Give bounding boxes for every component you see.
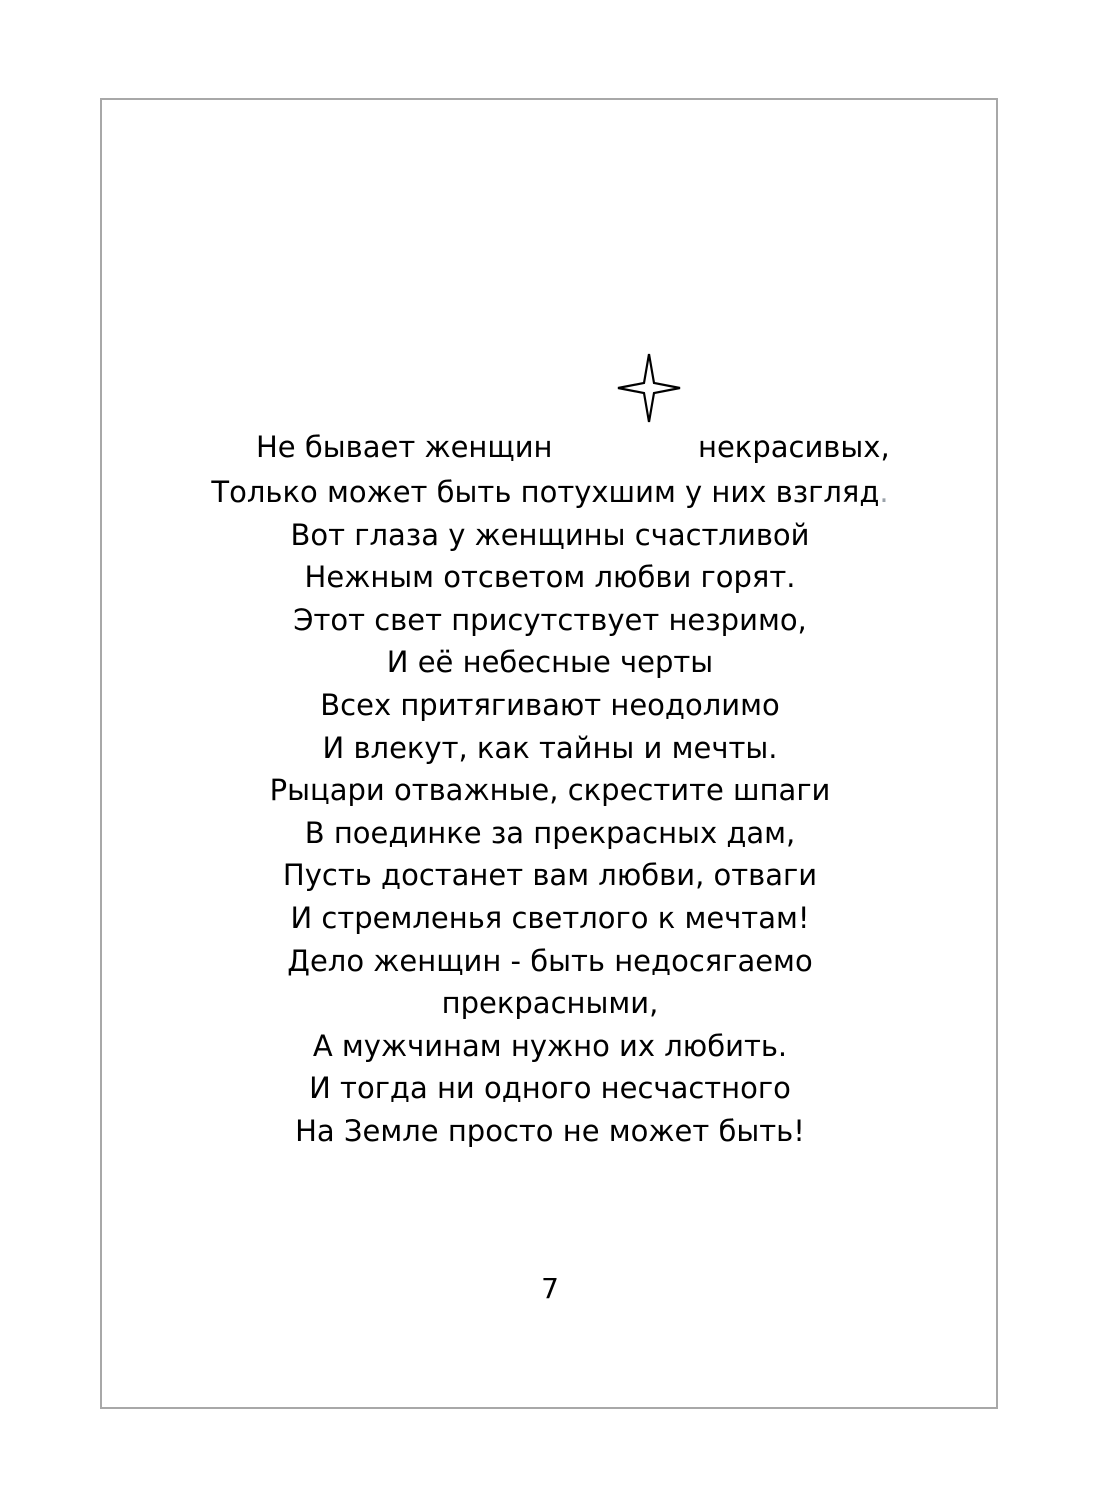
poem-line-2-text: Только может быть потухшим у них взгляд <box>211 475 880 509</box>
poem-line: А мужчинам нужно их любить. <box>312 1028 788 1063</box>
poem-line: Всех притягивают неодолимо <box>320 687 780 722</box>
poem-line: прекрасными, <box>441 986 659 1021</box>
poem-line-1-right: некрасивых, <box>698 430 890 464</box>
poem-line-1 <box>0 426 1100 468</box>
poem-line-2 <box>0 471 1100 514</box>
poem-line-1-left: Не бывает женщин <box>256 430 553 464</box>
poem-line: Этот свет присутствует незримо, <box>293 602 807 637</box>
poem-line: И тогда ни одного несчастного <box>309 1071 791 1106</box>
poem-line: В поединке за прекрасных дам, <box>304 815 796 850</box>
poem-line: Пусть достанет вам любви, отваги <box>282 858 818 893</box>
poem-line: И влекут, как тайны и мечты. <box>322 730 778 765</box>
poem-line: Рыцари отважные, скрестите шпаги <box>269 773 831 808</box>
page-number: 7 <box>541 1272 559 1305</box>
poem-line: Дело женщин - быть недосягаемо <box>287 943 813 978</box>
poem-body <box>0 471 1100 1153</box>
poem-line: Нежным отсветом любви горят. <box>304 560 796 595</box>
poem-line: На Земле просто не может быть! <box>295 1113 805 1148</box>
poem-line: И стремленья светлого к мечтам! <box>290 900 810 935</box>
poem-line-2-end: . <box>879 475 889 509</box>
poem-line: Вот глаза у женщины счастливой <box>290 517 810 552</box>
poem-line: И её небесные черты <box>386 645 714 680</box>
four-point-star-icon <box>616 352 682 424</box>
